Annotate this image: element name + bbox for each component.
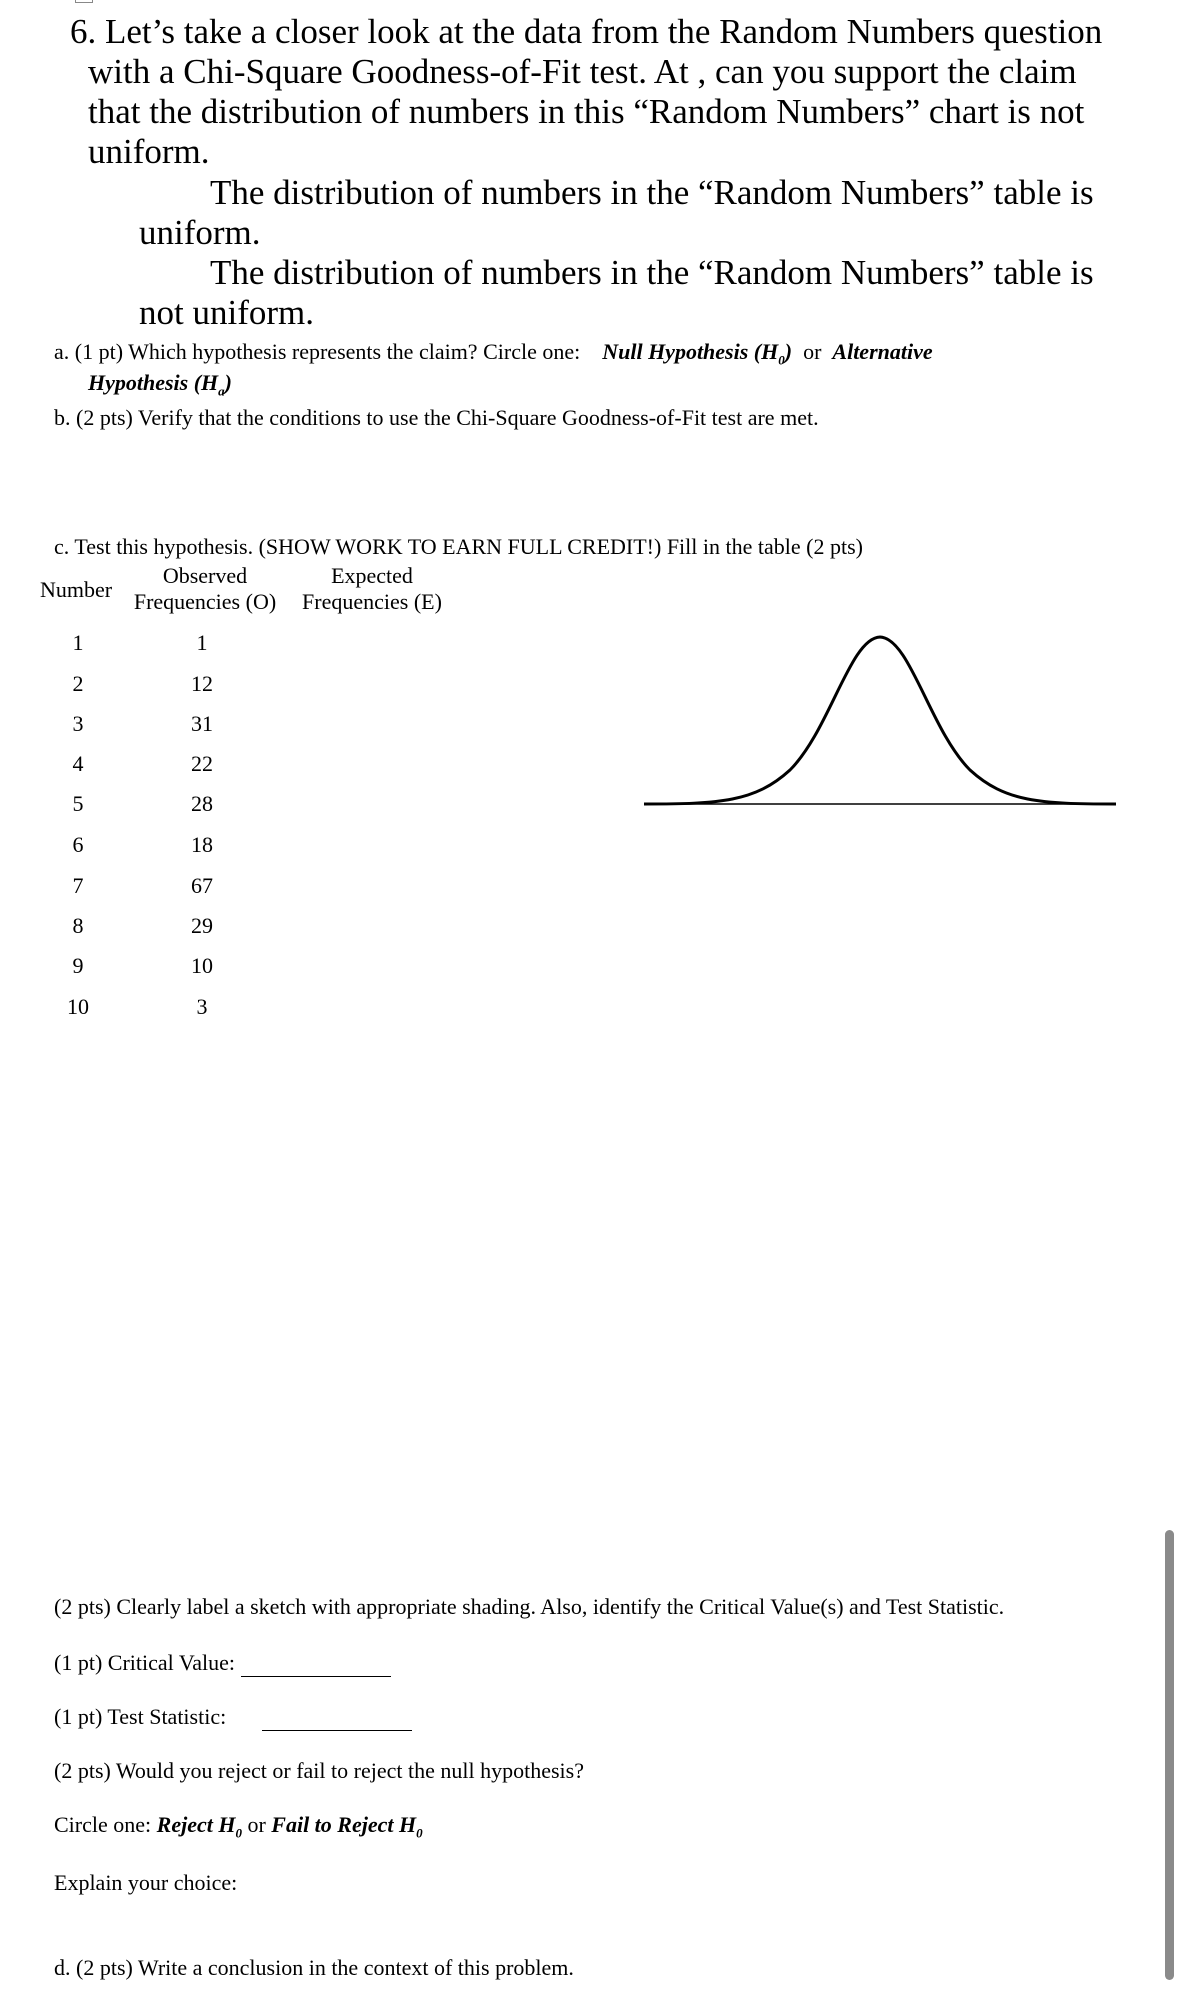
question-line-1: 6. Let’s take a closer look at the data from the Random Numbers question bbox=[70, 12, 1103, 51]
table-header-observed-1: Observed bbox=[162, 563, 248, 588]
test-statistic-row bbox=[54, 1703, 412, 1731]
table-cell-observed: 28 bbox=[191, 791, 213, 816]
table-cell-number: 1 bbox=[72, 630, 84, 655]
table-cell-number: 9 bbox=[72, 953, 84, 978]
circle-one-label: Circle one: bbox=[54, 1812, 152, 1837]
part-b-text: b. (2 pts) Verify that the conditions to use the Chi-Square Goodness-of-Fit test are met. bbox=[54, 405, 819, 430]
question-line-2: with a Chi-Square Goodness-of-Fit test. At , can you support the claim bbox=[88, 52, 1077, 91]
sketch-instructions: (2 pts) Clearly label a sketch with appropriate shading. Also, identify the Critical Value(s) and Test Statistic. bbox=[54, 1594, 1005, 1619]
table-cell-observed: 12 bbox=[191, 671, 213, 696]
fail-to-reject-h0-option[interactable]: Fail to Reject $H_0$ bbox=[271, 1812, 423, 1841]
table-cell-number: 4 bbox=[72, 751, 84, 776]
null-hypothesis-line-1: The distribution of numbers in the “Random Numbers” table is bbox=[210, 173, 1094, 212]
bell-curve-sketch bbox=[640, 620, 1120, 820]
alt-hypothesis-line-1: The distribution of numbers in the “Random Numbers” table is bbox=[210, 253, 1094, 292]
table-cell-observed: 10 bbox=[191, 953, 213, 978]
checkbox-fragment bbox=[75, 0, 93, 3]
explain-choice-label: Explain your choice: bbox=[54, 1870, 238, 1895]
bell-curve-line bbox=[644, 637, 1116, 804]
table-cell-observed: 29 bbox=[191, 913, 213, 938]
critical-value-row bbox=[54, 1649, 391, 1677]
question-line-3: that the distribution of numbers in this “Random Numbers” chart is not bbox=[88, 92, 1085, 131]
reject-h0-option[interactable]: Reject $H_0$ bbox=[156, 1812, 242, 1841]
part-d-text: d. (2 pts) Write a conclusion in the context of this problem. bbox=[54, 1955, 574, 1980]
table-cell-observed: 18 bbox=[191, 832, 213, 857]
alternative-hypothesis-option-line-2[interactable]: Hypothesis $(H_a)$ bbox=[88, 370, 232, 399]
vertical-scrollbar[interactable] bbox=[1165, 1530, 1174, 1980]
part-a-text: a. (1 pt) Which hypothesis represents the claim? Circle one: bbox=[54, 339, 581, 364]
alternative-hypothesis-option[interactable]: Alternative bbox=[832, 339, 933, 364]
part-c-text: c. Test this hypothesis. (SHOW WORK TO EARN FULL CREDIT!) Fill in the table (2 pts) bbox=[54, 534, 863, 559]
table-cell-number: 7 bbox=[72, 873, 84, 898]
null-hypothesis-line-2: uniform. bbox=[139, 213, 261, 252]
table-cell-number: 10 bbox=[67, 994, 89, 1019]
test-statistic-blank[interactable] bbox=[262, 1706, 412, 1731]
reject-or-text: or bbox=[247, 1812, 266, 1837]
table-cell-observed: 1 bbox=[196, 630, 208, 655]
null-hypothesis-option[interactable]: Null Hypothesis $(H_0)$ bbox=[602, 339, 793, 368]
critical-value-blank[interactable] bbox=[241, 1652, 391, 1677]
table-cell-number: 6 bbox=[72, 832, 84, 857]
critical-value-label: (1 pt) Critical Value: bbox=[54, 1650, 236, 1675]
table-cell-observed: 31 bbox=[191, 711, 213, 736]
table-cell-observed: 22 bbox=[191, 751, 213, 776]
table-cell-observed: 67 bbox=[191, 873, 213, 898]
reject-options-row bbox=[54, 1811, 423, 1847]
reject-question: (2 pts) Would you reject or fail to reject the null hypothesis? bbox=[54, 1758, 584, 1783]
table-cell-number: 5 bbox=[72, 791, 84, 816]
table-cell-number: 2 bbox=[72, 671, 84, 696]
or-text: or bbox=[803, 339, 822, 364]
table-cell-number: 3 bbox=[72, 711, 84, 736]
table-cell-number: 8 bbox=[72, 913, 84, 938]
question-line-4: uniform. bbox=[88, 132, 210, 171]
table-cell-observed: 3 bbox=[196, 994, 208, 1019]
table-header-observed-2: Frequencies (O) bbox=[133, 589, 277, 614]
table-header-expected-1: Expected bbox=[331, 563, 413, 588]
alt-hypothesis-line-2: not uniform. bbox=[139, 293, 314, 332]
table-header-expected-2: Frequencies (E) bbox=[302, 589, 442, 614]
test-statistic-label: (1 pt) Test Statistic: bbox=[54, 1704, 227, 1729]
table-header-number: Number bbox=[40, 577, 113, 602]
